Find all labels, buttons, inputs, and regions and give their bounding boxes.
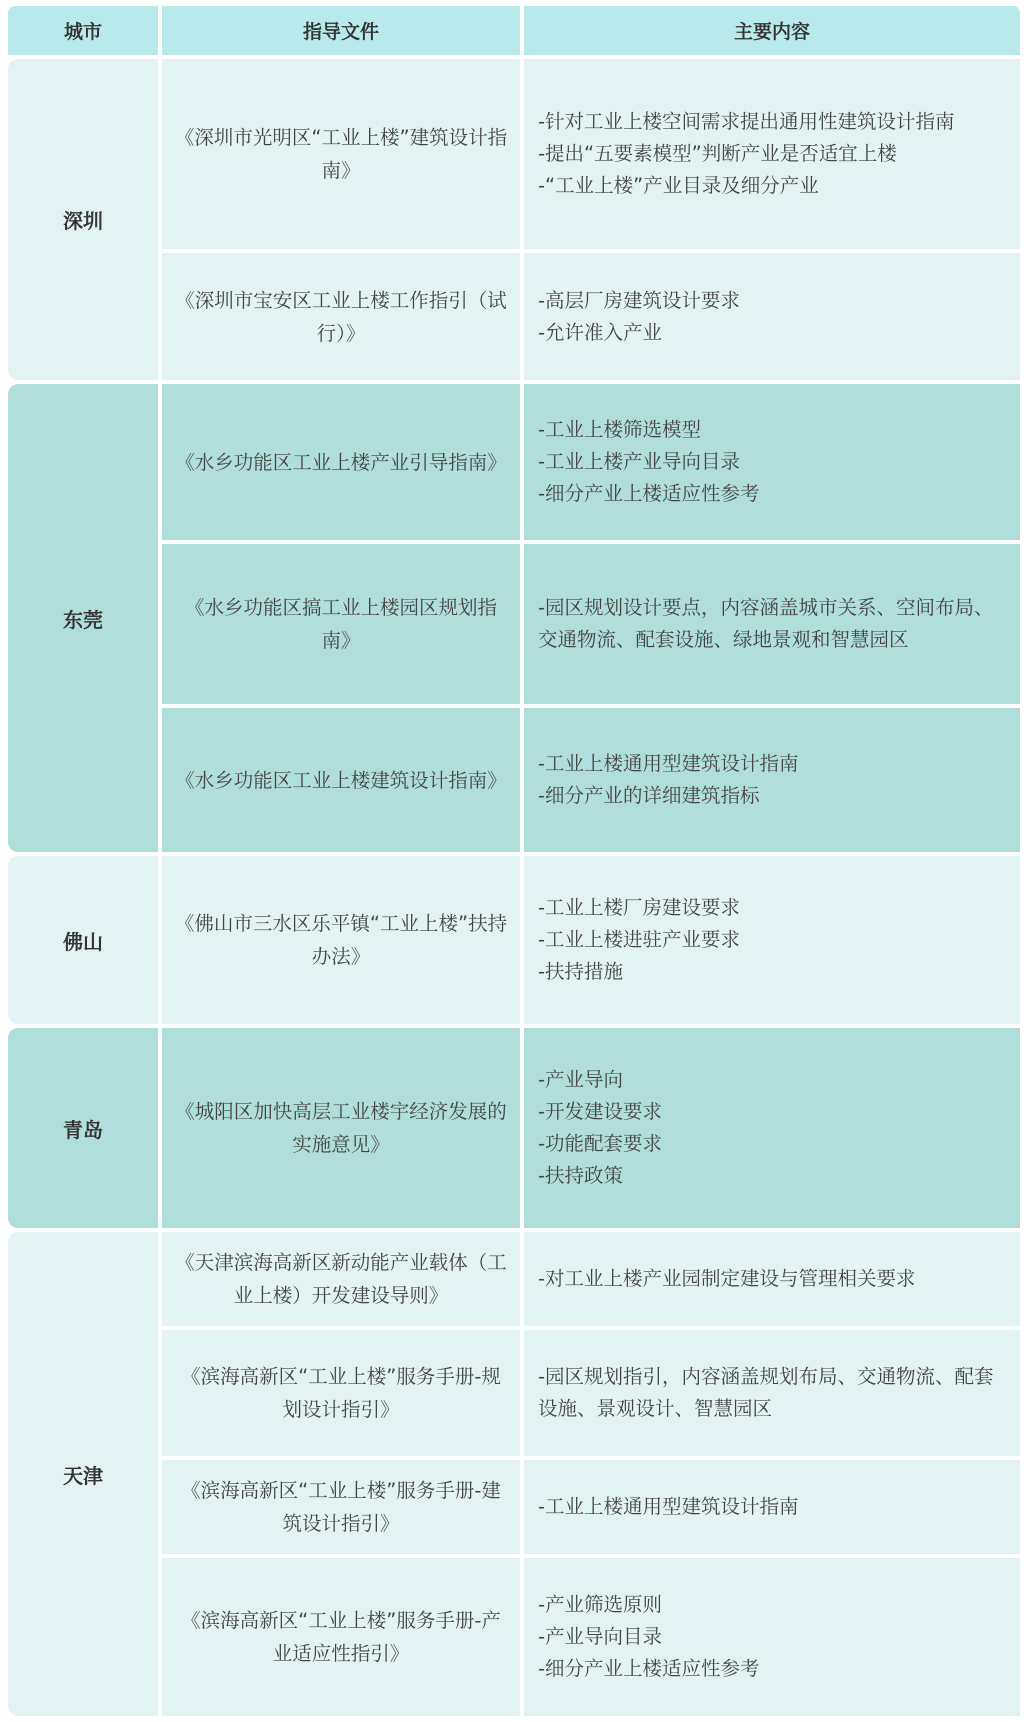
content-item: -工业上楼筛选模型 <box>538 418 702 441</box>
header-doc: 指导文件 <box>162 6 520 55</box>
guide-document-cell: 《深圳市光明区“工业上楼”建筑设计指南》 <box>162 59 520 249</box>
main-content-cell <box>524 59 1020 249</box>
content-item: -对工业上楼产业园制定建设与管理相关要求 <box>538 1267 916 1290</box>
guide-document-cell: 《城阳区加快高层工业楼宇经济发展的实施意见》 <box>162 1028 520 1228</box>
content-item: -产业导向目录 <box>538 1625 663 1648</box>
content-item: -园区规划设计要点，内容涵盖城市关系、空间布局、交通物流、配套设施、绿地景观和智慧园区 <box>538 596 994 651</box>
city-cell: 深圳 <box>8 59 158 380</box>
city-cell: 佛山 <box>8 856 158 1024</box>
header-content: 主要内容 <box>524 6 1020 55</box>
main-content-cell <box>524 253 1020 380</box>
content-item: -功能配套要求 <box>538 1132 663 1155</box>
content-item: -细分产业的详细建筑指标 <box>538 784 760 807</box>
guide-document-cell: 《水乡功能区工业上楼产业引导指南》 <box>162 384 520 540</box>
guide-document-cell: 《水乡功能区搞工业上楼园区规划指南》 <box>162 544 520 704</box>
content-item: -工业上楼通用型建筑设计指南 <box>538 752 799 775</box>
guide-document-cell: 《天津滨海高新区新动能产业载体（工业上楼）开发建设导则》 <box>162 1232 520 1326</box>
content-item: -针对工业上楼空间需求提出通用性建筑设计指南 <box>538 110 955 133</box>
content-item: -工业上楼厂房建设要求 <box>538 896 741 919</box>
content-item: -提出“五要素模型”判断产业是否适宜上楼 <box>538 142 897 165</box>
city-cell: 天津 <box>8 1232 158 1716</box>
guide-document-cell: 《滨海高新区“工业上楼”服务手册-建筑设计指引》 <box>162 1460 520 1554</box>
main-content-cell <box>524 1558 1020 1716</box>
main-content-cell <box>524 1028 1020 1228</box>
content-item: -扶持措施 <box>538 960 624 983</box>
content-item: -工业上楼产业导向目录 <box>538 450 741 473</box>
main-content-cell <box>524 1460 1020 1554</box>
content-item: -允许准入产业 <box>538 320 663 344</box>
main-content-cell <box>524 544 1020 704</box>
content-item: -扶持政策 <box>538 1164 624 1187</box>
content-item: -开发建设要求 <box>538 1100 663 1123</box>
city-cell: 青岛 <box>8 1028 158 1228</box>
content-item: -园区规划指引，内容涵盖规划布局、交通物流、配套设施、景观设计、智慧园区 <box>538 1365 994 1420</box>
main-content-cell <box>524 708 1020 852</box>
content-item: -工业上楼通用型建筑设计指南 <box>538 1495 799 1518</box>
content-item: -“工业上楼”产业目录及细分产业 <box>538 174 819 197</box>
guide-document-cell: 《水乡功能区工业上楼建筑设计指南》 <box>162 708 520 852</box>
content-item: -细分产业上楼适应性参考 <box>538 1657 760 1680</box>
content-item: -细分产业上楼适应性参考 <box>538 482 760 505</box>
main-content-cell <box>524 1330 1020 1456</box>
content-item: -产业筛选原则 <box>538 1593 663 1616</box>
main-content-cell <box>524 856 1020 1024</box>
main-content-cell <box>524 1232 1020 1326</box>
header-city: 城市 <box>8 6 158 55</box>
guide-document-cell: 《滨海高新区“工业上楼”服务手册-产业适应性指引》 <box>162 1558 520 1716</box>
guide-document-cell: 《深圳市宝安区工业上楼工作指引（试行）》 <box>162 253 520 380</box>
content-item: -高层厂房建筑设计要求 <box>538 288 741 312</box>
content-item: -工业上楼进驻产业要求 <box>538 928 741 951</box>
guide-document-cell: 《滨海高新区“工业上楼”服务手册-规划设计指引》 <box>162 1330 520 1456</box>
content-item: -产业导向 <box>538 1068 624 1091</box>
city-cell: 东莞 <box>8 384 158 852</box>
guide-document-cell: 《佛山市三水区乐平镇“工业上楼”扶持办法》 <box>162 856 520 1024</box>
main-content-cell <box>524 384 1020 540</box>
